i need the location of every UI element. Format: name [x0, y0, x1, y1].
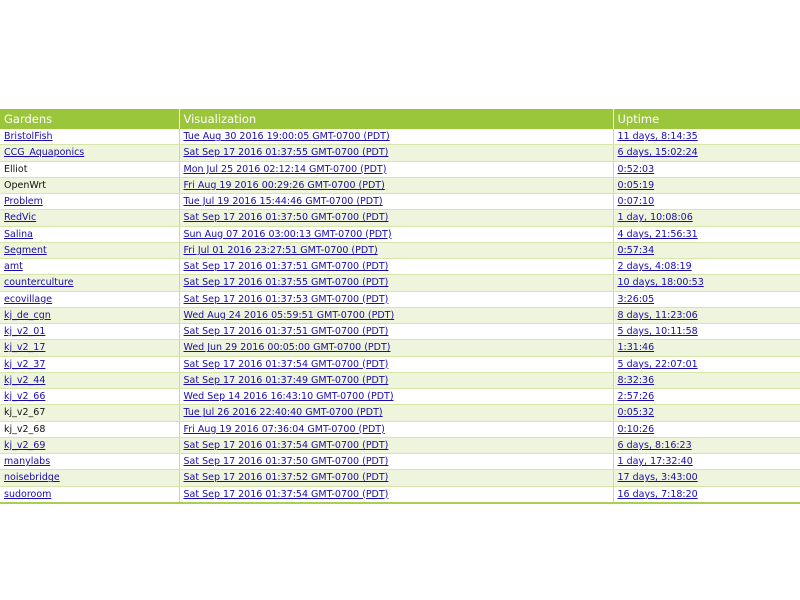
garden-name: kj_v2_68 — [4, 423, 46, 435]
visualization-link[interactable]: Fri Aug 19 2016 00:29:26 GMT-0700 (PDT) — [183, 179, 385, 191]
uptime-cell — [613, 356, 800, 372]
garden-cell — [0, 226, 179, 242]
table-row — [0, 486, 800, 503]
uptime-link[interactable]: 4 days, 21:56:31 — [617, 228, 698, 240]
garden-cell — [0, 324, 179, 340]
visualization-cell — [179, 291, 613, 307]
table-row — [0, 129, 800, 145]
table-row — [0, 454, 800, 470]
garden-link[interactable]: kj_de_cgn — [4, 309, 51, 321]
uptime-cell — [613, 226, 800, 242]
visualization-cell — [179, 340, 613, 356]
garden-cell — [0, 145, 179, 161]
visualization-cell — [179, 372, 613, 388]
visualization-link[interactable]: Sat Sep 17 2016 01:37:52 GMT-0700 (PDT) — [183, 472, 389, 484]
visualization-cell — [179, 210, 613, 226]
garden-link[interactable]: RedVic — [4, 212, 37, 224]
visualization-link[interactable]: Sat Sep 17 2016 01:37:51 GMT-0700 (PDT) — [183, 261, 389, 273]
uptime-cell — [613, 275, 800, 291]
uptime-link[interactable]: 3:26:05 — [617, 293, 655, 305]
table-row — [0, 356, 800, 372]
uptime-link[interactable]: 0:05:19 — [617, 179, 655, 191]
table-row — [0, 437, 800, 453]
garden-cell — [0, 356, 179, 372]
table-row — [0, 307, 800, 323]
visualization-cell — [179, 437, 613, 453]
column-header-uptime: Uptime — [613, 109, 800, 129]
uptime-link[interactable]: 0:07:10 — [617, 196, 655, 208]
garden-cell — [0, 275, 179, 291]
visualization-cell — [179, 389, 613, 405]
visualization-link[interactable]: Tue Jul 26 2016 22:40:40 GMT-0700 (PDT) — [183, 407, 383, 419]
uptime-link[interactable]: 0:57:34 — [617, 244, 655, 256]
visualization-link[interactable]: Tue Jul 19 2016 15:44:46 GMT-0700 (PDT) — [183, 196, 383, 208]
uptime-cell — [613, 242, 800, 258]
visualization-cell — [179, 405, 613, 421]
table-row — [0, 470, 800, 486]
uptime-cell — [613, 129, 800, 145]
uptime-cell — [613, 194, 800, 210]
visualization-cell — [179, 194, 613, 210]
visualization-cell — [179, 226, 613, 242]
column-header-visualization: Visualization — [179, 109, 613, 129]
uptime-cell — [613, 177, 800, 193]
table-row — [0, 194, 800, 210]
visualization-link[interactable]: Sat Sep 17 2016 01:37:54 GMT-0700 (PDT) — [183, 488, 389, 500]
garden-name: kj_v2_67 — [4, 407, 46, 419]
table-row — [0, 177, 800, 193]
garden-cell — [0, 291, 179, 307]
visualization-cell — [179, 129, 613, 145]
garden-link[interactable]: kj_v2_37 — [4, 358, 46, 370]
uptime-link[interactable]: 8 days, 11:23:06 — [617, 309, 698, 321]
table-row — [0, 405, 800, 421]
visualization-cell — [179, 470, 613, 486]
visualization-link[interactable]: Sat Sep 17 2016 01:37:55 GMT-0700 (PDT) — [183, 147, 389, 159]
table-row — [0, 291, 800, 307]
visualization-cell — [179, 486, 613, 503]
garden-link[interactable]: sudoroom — [4, 488, 52, 500]
garden-link[interactable]: kj_v2_44 — [4, 374, 46, 386]
visualization-cell — [179, 307, 613, 323]
visualization-link[interactable]: Mon Jul 25 2016 02:12:14 GMT-0700 (PDT) — [183, 163, 387, 175]
visualization-link[interactable]: Sat Sep 17 2016 01:37:55 GMT-0700 (PDT) — [183, 277, 389, 289]
garden-link[interactable]: kj_v2_66 — [4, 391, 46, 403]
uptime-link[interactable]: 0:10:26 — [617, 423, 655, 435]
garden-cell — [0, 470, 179, 486]
gardens-table — [0, 109, 800, 504]
uptime-link[interactable]: 8:32:36 — [617, 374, 655, 386]
uptime-link[interactable]: 16 days, 7:18:20 — [617, 488, 698, 500]
visualization-link[interactable]: Wed Aug 24 2016 05:59:51 GMT-0700 (PDT) — [183, 309, 395, 321]
uptime-link[interactable]: 2:57:26 — [617, 391, 655, 403]
garden-link[interactable]: CCG_Aquaponics — [4, 147, 85, 159]
table-row — [0, 226, 800, 242]
uptime-cell — [613, 372, 800, 388]
visualization-link[interactable]: Sat Sep 17 2016 01:37:54 GMT-0700 (PDT) — [183, 358, 389, 370]
uptime-cell — [613, 437, 800, 453]
visualization-cell — [179, 242, 613, 258]
garden-link[interactable]: ecovillage — [4, 293, 53, 305]
garden-name: OpenWrt — [4, 179, 46, 191]
visualization-link[interactable]: Sat Sep 17 2016 01:37:50 GMT-0700 (PDT) — [183, 212, 389, 224]
visualization-link[interactable]: Sat Sep 17 2016 01:37:54 GMT-0700 (PDT) — [183, 439, 389, 451]
uptime-cell — [613, 307, 800, 323]
visualization-cell — [179, 356, 613, 372]
uptime-cell — [613, 421, 800, 437]
uptime-cell — [613, 454, 800, 470]
garden-cell — [0, 194, 179, 210]
visualization-link[interactable]: Wed Sep 14 2016 16:43:10 GMT-0700 (PDT) — [183, 391, 394, 403]
uptime-cell — [613, 470, 800, 486]
garden-link[interactable]: Segment — [4, 244, 47, 256]
visualization-link[interactable]: Sat Sep 17 2016 01:37:53 GMT-0700 (PDT) — [183, 293, 389, 305]
header-row — [0, 109, 800, 129]
visualization-cell — [179, 177, 613, 193]
uptime-link[interactable]: 5 days, 10:11:58 — [617, 326, 698, 338]
visualization-cell — [179, 259, 613, 275]
garden-cell — [0, 242, 179, 258]
visualization-link[interactable]: Sun Aug 07 2016 03:00:13 GMT-0700 (PDT) — [183, 228, 392, 240]
visualization-link[interactable]: Sat Sep 17 2016 01:37:50 GMT-0700 (PDT) — [183, 456, 389, 468]
uptime-link[interactable]: 0:52:03 — [617, 163, 655, 175]
uptime-cell — [613, 145, 800, 161]
uptime-link[interactable]: 5 days, 22:07:01 — [617, 358, 698, 370]
table-row — [0, 242, 800, 258]
uptime-link[interactable]: 1 day, 17:32:40 — [617, 456, 693, 468]
uptime-link[interactable]: 2 days, 4:08:19 — [617, 261, 692, 273]
visualization-link[interactable]: Sat Sep 17 2016 01:37:49 GMT-0700 (PDT) — [183, 374, 389, 386]
table-row — [0, 421, 800, 437]
garden-cell — [0, 437, 179, 453]
garden-link[interactable]: manylabs — [4, 456, 51, 468]
visualization-cell — [179, 421, 613, 437]
table-row — [0, 372, 800, 388]
garden-cell — [0, 129, 179, 145]
table-row — [0, 340, 800, 356]
uptime-link[interactable]: 17 days, 3:43:00 — [617, 472, 698, 484]
garden-cell — [0, 486, 179, 503]
table-body — [0, 129, 800, 503]
garden-cell — [0, 421, 179, 437]
visualization-cell — [179, 454, 613, 470]
garden-link[interactable]: kj_v2_69 — [4, 439, 46, 451]
garden-link[interactable]: noisebridge — [4, 472, 60, 484]
visualization-cell — [179, 275, 613, 291]
garden-link[interactable]: Salina — [4, 228, 33, 240]
table-row — [0, 389, 800, 405]
garden-link[interactable]: BristolFish — [4, 131, 53, 143]
garden-name: Elliot — [4, 163, 28, 175]
table-row — [0, 324, 800, 340]
garden-cell — [0, 161, 179, 177]
uptime-cell — [613, 405, 800, 421]
garden-cell — [0, 405, 179, 421]
uptime-cell — [613, 389, 800, 405]
table-row — [0, 161, 800, 177]
visualization-link[interactable]: Fri Jul 01 2016 23:27:51 GMT-0700 (PDT) — [183, 244, 378, 256]
garden-cell — [0, 372, 179, 388]
uptime-link[interactable]: 11 days, 8:14:35 — [617, 131, 698, 143]
garden-cell — [0, 177, 179, 193]
garden-cell — [0, 259, 179, 275]
uptime-cell — [613, 291, 800, 307]
uptime-cell — [613, 486, 800, 503]
garden-link[interactable]: counterculture — [4, 277, 74, 289]
table-row — [0, 145, 800, 161]
uptime-link[interactable]: 10 days, 18:00:53 — [617, 277, 704, 289]
garden-cell — [0, 210, 179, 226]
table-row — [0, 259, 800, 275]
garden-link[interactable]: Problem — [4, 196, 43, 208]
garden-cell — [0, 307, 179, 323]
visualization-link[interactable]: Tue Aug 30 2016 19:00:05 GMT-0700 (PDT) — [183, 131, 390, 143]
visualization-link[interactable]: Fri Aug 19 2016 07:36:04 GMT-0700 (PDT) — [183, 423, 385, 435]
garden-link[interactable]: amt — [4, 261, 23, 273]
garden-link[interactable]: kj_v2_17 — [4, 342, 46, 354]
garden-link[interactable]: kj_v2_01 — [4, 326, 46, 338]
visualization-cell — [179, 324, 613, 340]
garden-cell — [0, 454, 179, 470]
visualization-cell — [179, 145, 613, 161]
garden-cell — [0, 389, 179, 405]
uptime-link[interactable]: 1:31:46 — [617, 342, 655, 354]
uptime-link[interactable]: 6 days, 15:02:24 — [617, 147, 698, 159]
uptime-cell — [613, 161, 800, 177]
visualization-link[interactable]: Sat Sep 17 2016 01:37:51 GMT-0700 (PDT) — [183, 326, 389, 338]
garden-cell — [0, 340, 179, 356]
uptime-cell — [613, 340, 800, 356]
table-row — [0, 210, 800, 226]
visualization-cell — [179, 161, 613, 177]
visualization-link[interactable]: Wed Jun 29 2016 00:05:00 GMT-0700 (PDT) — [183, 342, 391, 354]
uptime-cell — [613, 210, 800, 226]
uptime-cell — [613, 259, 800, 275]
uptime-link[interactable]: 0:05:32 — [617, 407, 655, 419]
column-header-gardens: Gardens — [0, 109, 179, 129]
table-header — [0, 109, 800, 129]
uptime-cell — [613, 324, 800, 340]
uptime-link[interactable]: 1 day, 10:08:06 — [617, 212, 693, 224]
table-row — [0, 275, 800, 291]
uptime-link[interactable]: 6 days, 8:16:23 — [617, 439, 692, 451]
